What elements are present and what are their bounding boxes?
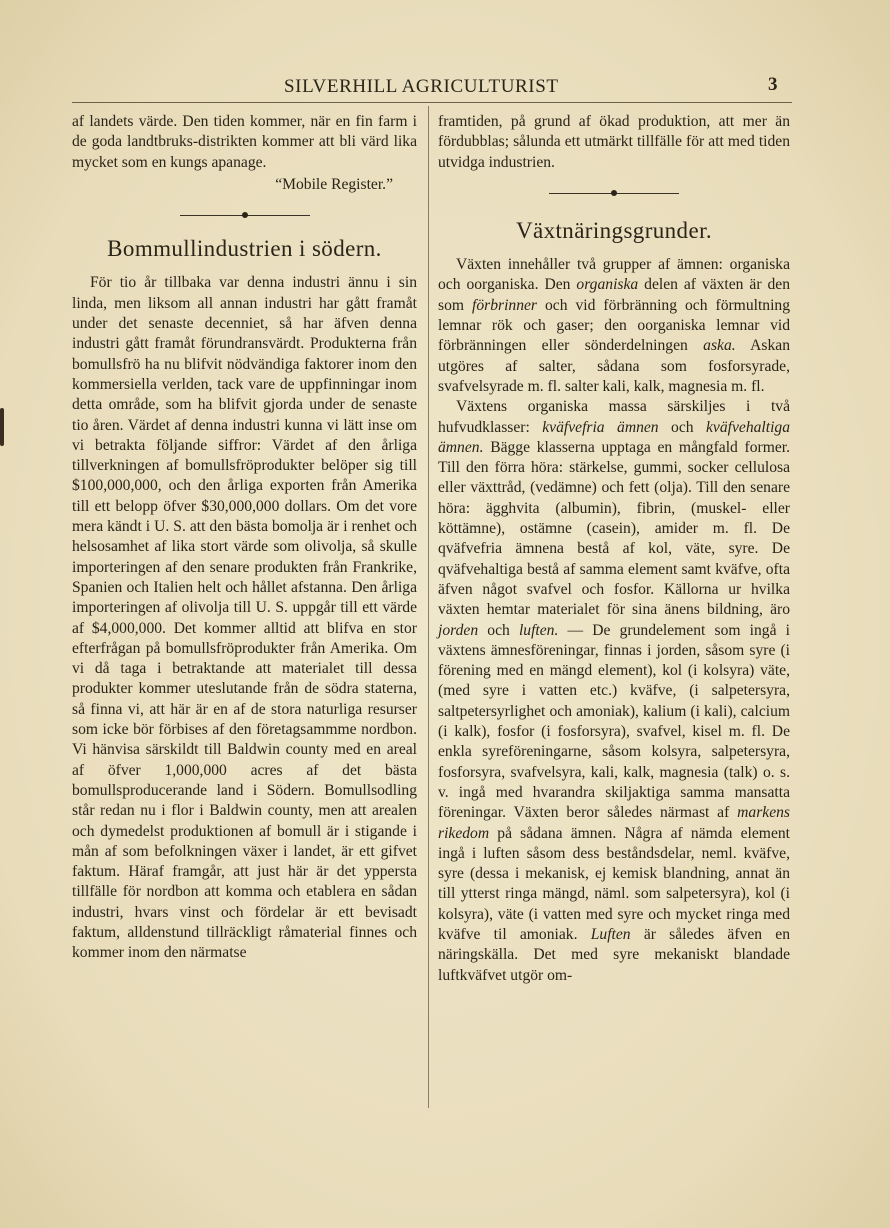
header-rule	[72, 102, 792, 103]
cotton-paragraph: För tio år tillbaka var denna industri ännu i sin linda, men liksom all annan industri har gått framåt under det senaste decenniet, så har äfven denna industri gått framåt förundransvärdt. Produkterna från bomullsfrö ha nu blifvit nödvändiga faktorer inom den kommersiella verlden, tack vare de uppfinningar inom detta område, som ha blifvit gjorda under de senaste tio åren. Värdet af denna industri kunna vi lätt inse om vi betrakta följande siffror: Värdet af den årliga tillverkningen af bomullsfröprodukter belöper sig till $100,000,000, och den årliga exporten från Amerika till ett belopp öfver $30,000,000 dollars. Om det vore mera kändt i U. S. att den bästa bomolja är i renhet och helsosamhet af lika stort värde som olivolja, så skulle importeringen af den senare produkten från Frankrike, Spanien och Italien helt och hållet afstanna. Den årliga importeringen af olivolja till U. S. uppgår till ett värde af $4,000,000. Det kommer alltid att blifva en stor efterfrågan på bomullsfröprodukter från Amerika. Om vi då taga i betraktande att materialet till dessa produkter kommer uteslutande från de södra staterna, så finna vi, att här är en af de stora naturliga resurser som icke bör förbises af den företagsammme nordbon. Vi hänvisa särskildt till Baldwin county med en areal af öfver 1,000,000 acres af det bästa bomullsproducerande land i Södern. Bomullsodling står redan nu i flor i Baldwin county, men att arealen och dymedelst produktionen af bomull är i stigande i mån af som befolkningen växer i landet, är ett gifvet faktum. Häraf framgår, att just här är det yppersta tillfälle för nordbon att komma och etablera en sådan industri, hvars vinst och fördelar är ett bevisadt faktum, alldenstund tillräckligt råmaterial finnes och kommer inom den närmatse	[72, 274, 417, 962]
running-title: SILVERHILL AGRICULTURIST	[284, 76, 559, 97]
column-rule	[428, 106, 429, 1108]
text-run: — De grundelement som ingå i växtens ämnesföreningar, finnas i jorden, såsom syre (i förening med en mängd element), kol (i kolsyra) väte, (med syre i vatten etc.) kväfve, (i salpetersyra, saltpetersyrlighet och amoniak), kalium (i kali), calcium (i kalk), fosfor (i fosforsyra), svafvel, kisel m. fl. De enkla syreföreningarne, såsom kolsyra, salpetersyra, fosforsyra, svafvelsyra, kali, kalk, magnesia (talk) o. s. v. ingå med hvarandra skiljaktiga samma mansatta föreningar. Växten beror således närmast af	[438, 621, 790, 822]
text-run: Växtens organiska massa särskiljes i två hufvudklasser:	[438, 398, 790, 436]
emphasis: jorden	[438, 621, 479, 639]
article-signature: “Mobile Register.”	[275, 175, 393, 193]
nutrition-paragraph-1	[438, 255, 790, 397]
section-divider	[438, 183, 790, 203]
right-column	[438, 112, 790, 986]
text-run: och	[487, 621, 510, 639]
page-number: 3	[768, 74, 778, 95]
intro-paragraph: af landets värde. Den tiden kommer, när en fin farm i de goda landtbruks-distrikten kommer att bli värd lika mycket som en kungs apanage.	[72, 113, 417, 171]
article-title-cotton: Bommullindustrien i södern.	[107, 236, 382, 262]
text-run: Växten innehåller två grupper af ämnen: organiska och oorganiska. Den	[438, 256, 790, 294]
emphasis: kväfvehaltiga ämnen.	[438, 418, 790, 456]
page-header	[72, 76, 792, 100]
nutrition-paragraph-2	[438, 397, 790, 986]
emphasis: Luften	[590, 925, 631, 943]
emphasis: luften.	[518, 621, 559, 639]
divider-dot	[242, 212, 248, 218]
emphasis: förbrinner	[472, 296, 537, 314]
left-column	[72, 112, 417, 964]
text-run: är således äfven en näringskälla. Det med syre mekaniskt blandade luftkväfvet utgör om-	[438, 925, 790, 984]
article-title-nutrition: Växtnäringsgrunder.	[515, 217, 713, 243]
divider-dot	[611, 190, 617, 196]
emphasis: organiska	[576, 276, 639, 294]
text-run: Bägge klasserna upptaga en mångfald former. Till den förra höra: stärkelse, gummi, socker cellulosa eller växttråd, (vedämne) och fett (olja). Till den senare höra: ägghvita (albumin), fibrin, (muskel- eller köttämne), ostämne (casein), amider m. fl. De qväfvefria ämnena bestå af kol, väte, syre. De qväfvehaltiga bestå af samma element samt kväfve, ofta äfven något svafvel och fosfor. Källorna ur hvilka växten hemtar materialet för sina änens bildning, äro	[438, 438, 790, 619]
text-run: på sådana ämnen. Några af nämda element ingå i luften såsom dess beståndsdelar, neml. kväfve, syre (dessa i mekanisk, ej kemisk blandning, annat än till ytterst ringa mängd, näml. som salpetersyra), kol (i kolsyra), väte (i vatten med syre och mycket ringa med kväfve til amoniak.	[438, 824, 790, 943]
emphasis: kväfvefria ämnen	[542, 418, 659, 436]
text-run: och vid förbränning och förmultning lemnar rök och gaser; den oorganiska lemnar vid förbränningen eller sönderdelningen	[438, 296, 790, 355]
binding-mark	[0, 408, 4, 446]
text-run: delen af växten är den som	[438, 276, 790, 314]
text-run: Askan utgöres af salter, sådana som fosforsyrade, svafvelsyrade m. fl. salter kali, kalk, magnesia m. fl.	[438, 337, 790, 395]
continuation-paragraph: framtiden, på grund af ökad produktion, att mer än fördubblas; sålunda ett utmärkt tillfälle för att med tiden utvidga industrien.	[438, 113, 790, 171]
text-run: och	[671, 418, 694, 436]
section-divider	[72, 205, 417, 225]
emphasis: markens rikedom	[438, 804, 790, 842]
emphasis: aska.	[703, 337, 736, 355]
